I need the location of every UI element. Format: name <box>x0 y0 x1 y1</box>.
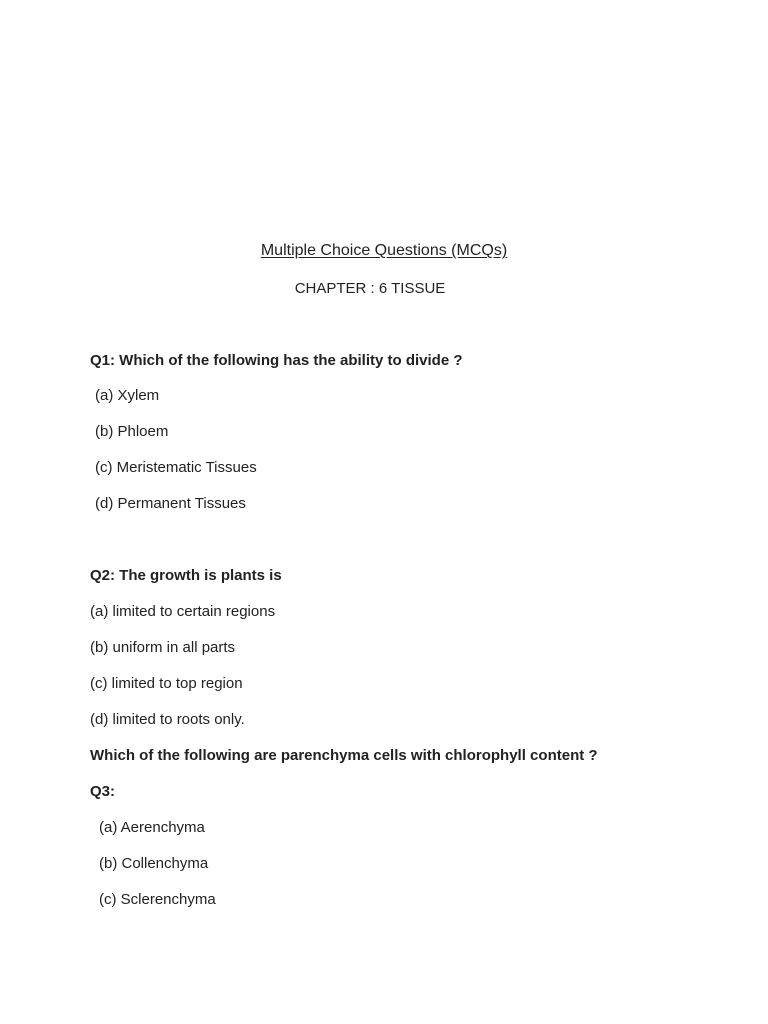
question-2-option-c: (c) limited to top region <box>90 675 243 692</box>
question-2-option-a: (a) limited to certain regions <box>90 603 276 620</box>
question-2-option-d: (d) limited to roots only. <box>90 711 245 728</box>
question-1-option-b: (b) Phloem <box>95 423 169 440</box>
question-3-option-a: (a) Aerenchyma <box>99 819 205 836</box>
question-2-option-b: (b) uniform in all parts <box>90 639 236 656</box>
question-1-text: Q1: Which of the following has the ability to divide ? <box>90 352 463 369</box>
question-3-option-c: (c) Sclerenchyma <box>99 891 216 908</box>
question-3-label: Q3: <box>90 783 116 800</box>
page-title: Multiple Choice Questions (MCQs) <box>260 242 508 259</box>
question-2-text: Q2: The growth is plants is <box>90 567 282 584</box>
question-1-option-a: (a) Xylem <box>95 387 160 404</box>
question-3-option-b: (b) Collenchyma <box>99 855 209 872</box>
question-3-text: Which of the following are parenchyma cells with chlorophyll content ? <box>90 747 598 764</box>
chapter-heading: CHAPTER : 6 TISSUE <box>294 280 446 297</box>
question-1-option-d: (d) Permanent Tissues <box>95 495 246 512</box>
question-1-option-c: (c) Meristematic Tissues <box>95 459 257 476</box>
